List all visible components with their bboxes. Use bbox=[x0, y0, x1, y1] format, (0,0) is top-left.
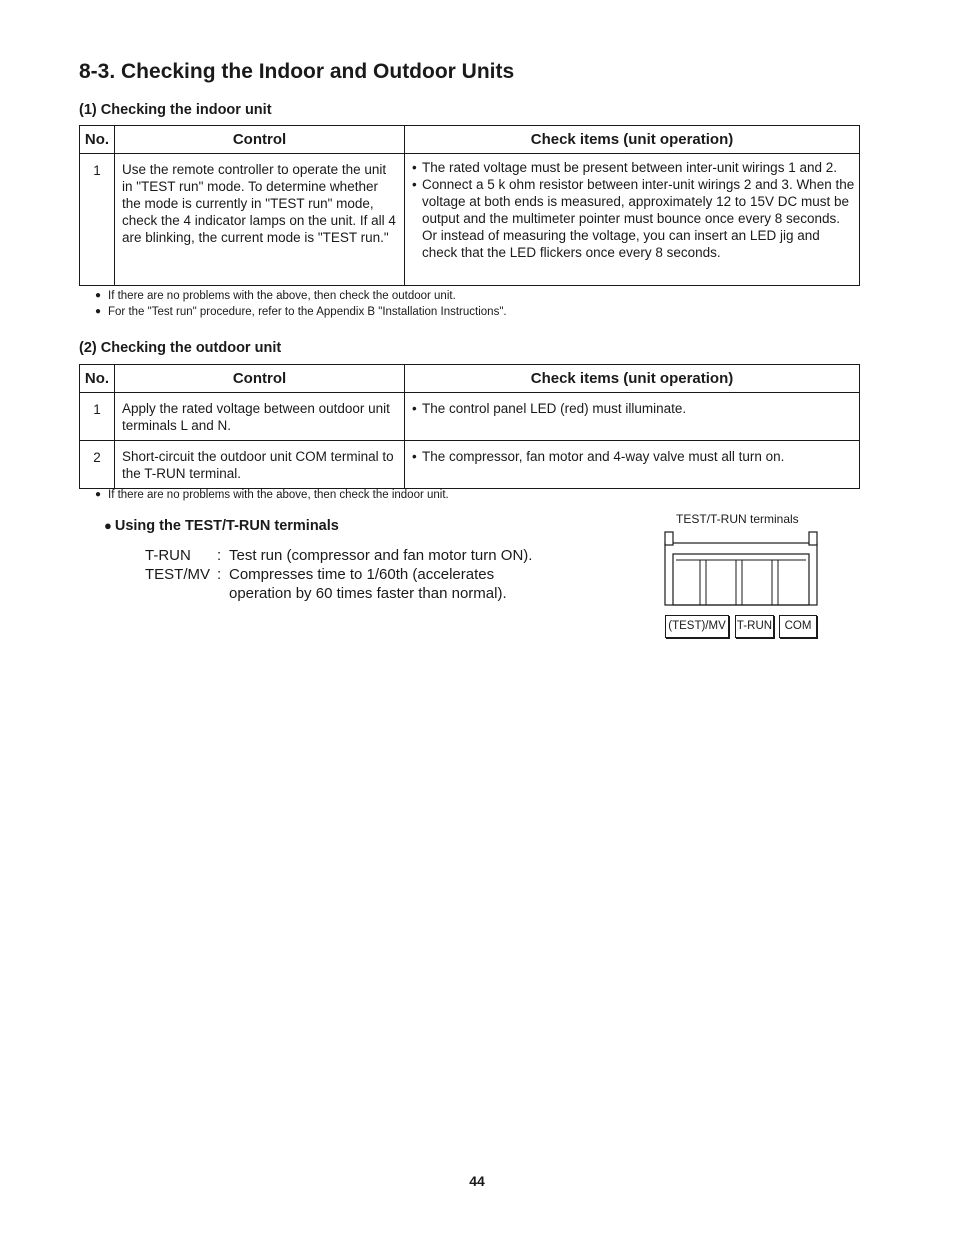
terminal-definitions bbox=[145, 546, 559, 603]
check-items bbox=[405, 393, 860, 441]
header-no: No. bbox=[80, 365, 115, 393]
bullet-icon: ● bbox=[95, 306, 102, 317]
outdoor-notes bbox=[95, 487, 449, 503]
diagram-caption: TEST/T-RUN terminals bbox=[676, 512, 799, 526]
check-item: • The rated voltage must be present between inter-unit wirings 1 and 2. bbox=[412, 160, 837, 175]
check-item: • The compressor, fan motor and 4-way valve must all turn on. bbox=[412, 449, 785, 464]
note: ● For the "Test run" procedure, refer to the Appendix B "Installation Instructions". bbox=[95, 306, 507, 318]
term-key: T-RUN bbox=[145, 547, 191, 564]
table-row bbox=[80, 441, 860, 489]
control-text: Use the remote controller to operate the unit in "TEST run" mode. To determine whether the mode is currently in "TEST run" mode, check the 4 indicator lamps on the unit. If all 4 are blinking, the current mode is "TEST run." bbox=[115, 154, 405, 286]
row-number: 1 bbox=[80, 393, 115, 441]
term-description: Compresses time to 1/60th (accelerates operation by 60 times faster than normal). bbox=[229, 566, 507, 602]
note: ● If there are no problems with the above, then check the indoor unit. bbox=[95, 489, 449, 501]
term-separator: : bbox=[217, 566, 222, 583]
terminal-label-com: COM bbox=[779, 615, 817, 638]
term-description: Test run (compressor and fan motor turn ON). bbox=[229, 547, 533, 564]
term-key: TEST/MV bbox=[145, 566, 211, 583]
header-no: No. bbox=[80, 126, 115, 154]
header-check-items: Check items (unit operation) bbox=[405, 126, 860, 154]
terminal-diagram bbox=[660, 510, 830, 645]
header-control: Control bbox=[115, 365, 405, 393]
page-number: 44 bbox=[469, 1173, 485, 1189]
bullet-icon: ● bbox=[95, 290, 102, 301]
control-text: Short-circuit the outdoor unit COM terminal to the T-RUN terminal. bbox=[115, 441, 405, 489]
terminal-label-test-mv: (TEST)/MV bbox=[665, 615, 729, 638]
outdoor-heading: (2) Checking the outdoor unit bbox=[79, 340, 282, 356]
terminal-label-t-run: T-RUN bbox=[735, 615, 774, 638]
table-header-row bbox=[80, 126, 860, 154]
table-row bbox=[80, 154, 860, 286]
header-check-items: Check items (unit operation) bbox=[405, 365, 860, 393]
table-header-row bbox=[80, 365, 860, 393]
terminal-block-drawing bbox=[660, 510, 830, 610]
definition-row bbox=[145, 565, 559, 603]
control-text: Apply the rated voltage between outdoor unit terminals L and N. bbox=[115, 393, 405, 441]
indoor-check-table bbox=[79, 125, 860, 286]
term-separator: : bbox=[217, 547, 222, 564]
table-row bbox=[80, 393, 860, 441]
definition-row bbox=[145, 546, 559, 565]
bullet-icon: ● bbox=[95, 489, 102, 500]
check-items bbox=[405, 441, 860, 489]
outdoor-check-table bbox=[79, 364, 860, 489]
check-items bbox=[405, 154, 860, 286]
row-number: 2 bbox=[80, 441, 115, 489]
terminals-heading: ● Using the TEST/T-RUN terminals bbox=[104, 518, 339, 534]
header-control: Control bbox=[115, 126, 405, 154]
bullet-icon: ● bbox=[104, 518, 112, 533]
page-title: 8-3. Checking the Indoor and Outdoor Units bbox=[79, 60, 515, 83]
indoor-heading: (1) Checking the indoor unit bbox=[79, 102, 272, 118]
indoor-notes bbox=[95, 288, 507, 320]
check-item: • The control panel LED (red) must illuminate. bbox=[412, 401, 687, 416]
note: ● If there are no problems with the above, then check the outdoor unit. bbox=[95, 290, 456, 302]
row-number: 1 bbox=[80, 154, 115, 286]
check-item: • Connect a 5 k ohm resistor between inter-unit wirings 2 and 3. When the voltage at both ends is measured, approximately 12 to 15V DC must be output and the multimeter pointer must bounce once every 8 seconds. bbox=[412, 177, 855, 226]
check-item-continuation: Or instead of measuring the voltage, you can insert an LED jig and check that the LED flickers once every 8 seconds. bbox=[422, 228, 820, 260]
